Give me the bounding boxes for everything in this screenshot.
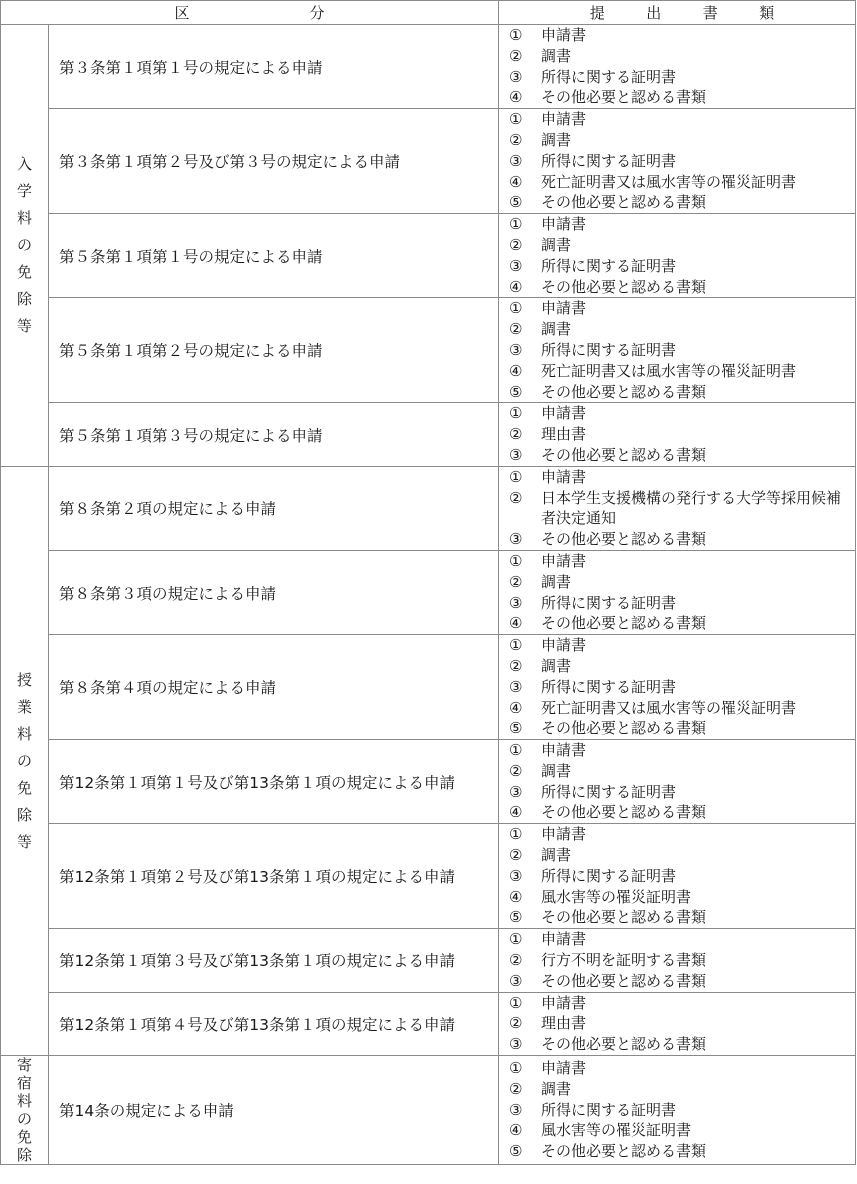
document-number: ② <box>509 951 523 970</box>
document-item <box>509 67 855 88</box>
document-name: 申請書 <box>541 741 587 760</box>
rule-cell: 第５条第１項第１号の規定による申請 <box>49 214 499 298</box>
document-item <box>509 593 855 614</box>
group-label-char: 除 <box>16 290 32 309</box>
document-item <box>509 551 855 572</box>
document-name: 申請書 <box>541 993 587 1012</box>
document-name: その他必要と認める書類 <box>541 1142 707 1161</box>
document-number: ③ <box>509 866 523 885</box>
documents-cell <box>499 214 856 298</box>
group-label-char: の <box>16 236 32 255</box>
document-name: 所得に関する証明書 <box>541 256 677 275</box>
document-number: ③ <box>509 256 523 275</box>
document-name: 所得に関する証明書 <box>541 782 677 801</box>
document-number: ⑤ <box>509 908 523 927</box>
documents-header-char: 類 <box>759 4 775 22</box>
document-name: その他必要と認める書類 <box>541 908 707 927</box>
document-item <box>509 319 855 340</box>
document-number: ① <box>509 993 523 1012</box>
document-number: ④ <box>509 361 523 380</box>
group-label <box>1 466 49 1055</box>
document-number: ② <box>509 846 523 865</box>
document-name: 申請書 <box>541 215 587 234</box>
document-number: ③ <box>509 340 523 359</box>
document-number: ④ <box>509 172 523 191</box>
document-number: ③ <box>509 67 523 86</box>
document-name: 申請書 <box>541 404 587 423</box>
document-number: ① <box>509 215 523 234</box>
group-label-char: 授 <box>16 670 32 689</box>
documents-cell <box>499 635 856 740</box>
document-number: ② <box>509 235 523 254</box>
document-name: 死亡証明書又は風水害等の罹災証明書 <box>541 698 797 717</box>
document-item <box>509 151 855 172</box>
documents-cell <box>499 298 856 403</box>
document-name: 所得に関する証明書 <box>541 866 677 885</box>
document-item <box>509 340 855 361</box>
document-item <box>509 1013 855 1034</box>
documents-header-char: 提 <box>589 4 605 22</box>
document-item <box>509 887 855 908</box>
document-number: ⑤ <box>509 719 523 738</box>
document-name: その他必要と認める書類 <box>541 88 707 107</box>
document-name: 日本学生支援機構の発行する大学等採用候補者決定通知 <box>541 488 842 528</box>
documents-cell <box>499 740 856 824</box>
document-number: ② <box>509 761 523 780</box>
documents-cell <box>499 824 856 929</box>
document-item <box>509 950 855 971</box>
rule-cell: 第５条第１項第２号の規定による申請 <box>49 298 499 403</box>
document-item <box>509 1100 855 1121</box>
document-number: ③ <box>509 782 523 801</box>
document-item <box>509 907 855 928</box>
document-number: ① <box>509 636 523 655</box>
document-name: 風水害等の罹災証明書 <box>541 887 692 906</box>
documents-cell <box>499 403 856 466</box>
document-number: ③ <box>509 151 523 170</box>
table-row <box>1 466 856 550</box>
document-number: ③ <box>509 971 523 990</box>
rule-cell: 第３条第１項第２号及び第３号の規定による申請 <box>49 109 499 214</box>
document-number: ① <box>509 825 523 844</box>
document-item <box>509 1120 855 1141</box>
table-header-row <box>1 1 856 25</box>
document-number: ② <box>509 425 523 444</box>
document-number: ① <box>509 299 523 318</box>
document-number: ④ <box>509 803 523 822</box>
document-item <box>509 529 855 550</box>
document-item <box>509 1058 855 1079</box>
document-item <box>509 87 855 108</box>
rule-cell: 第12条第１項第４号及び第13条第１項の規定による申請 <box>49 992 499 1055</box>
document-number: ② <box>509 130 523 149</box>
document-number: ② <box>509 1014 523 1033</box>
document-item <box>509 214 855 235</box>
document-item <box>509 613 855 634</box>
category-header <box>1 1 499 25</box>
document-item <box>509 740 855 761</box>
group-label-char: 免 <box>16 778 32 797</box>
group-label <box>1 1056 49 1165</box>
document-number: ② <box>509 488 523 507</box>
document-number: ② <box>509 656 523 675</box>
documents-header-char: 書 <box>702 4 718 22</box>
document-number: ④ <box>509 698 523 717</box>
document-item <box>509 572 855 593</box>
document-number: ⑤ <box>509 193 523 212</box>
documents-cell <box>499 550 856 634</box>
document-name: 調書 <box>541 235 572 254</box>
group-label-char: の <box>16 1110 32 1129</box>
rule-cell: 第８条第２項の規定による申請 <box>49 466 499 550</box>
group-label-char: 業 <box>16 697 32 716</box>
document-item <box>509 25 855 46</box>
document-number: ① <box>509 930 523 949</box>
table-row <box>1 214 856 298</box>
document-item <box>509 403 855 424</box>
document-item <box>509 929 855 950</box>
document-item <box>509 1034 855 1055</box>
table-row <box>1 635 856 740</box>
document-item <box>509 109 855 130</box>
document-name: 調書 <box>541 1079 572 1098</box>
document-number: ③ <box>509 593 523 612</box>
document-number: ① <box>509 467 523 486</box>
document-name: 風水害等の罹災証明書 <box>541 1121 692 1140</box>
document-number: ① <box>509 26 523 44</box>
document-name: 調書 <box>541 572 572 591</box>
document-item <box>509 677 855 698</box>
document-name: その他必要と認める書類 <box>541 193 707 212</box>
document-name: 申請書 <box>541 930 587 949</box>
group-label-char: 学 <box>16 182 32 201</box>
document-name: 調書 <box>541 656 572 675</box>
group-label <box>1 25 49 467</box>
document-item <box>509 1079 855 1100</box>
document-item <box>509 971 855 992</box>
table-row <box>1 109 856 214</box>
document-name: その他必要と認める書類 <box>541 277 707 296</box>
document-item <box>509 277 855 298</box>
document-number: ③ <box>509 1035 523 1054</box>
document-name: その他必要と認める書類 <box>541 971 707 990</box>
document-name: 所得に関する証明書 <box>541 151 677 170</box>
document-name: 調書 <box>541 846 572 865</box>
table-row <box>1 550 856 634</box>
table-row <box>1 824 856 929</box>
category-header-char: 区 <box>174 4 190 22</box>
document-item <box>509 718 855 739</box>
document-name: 所得に関する証明書 <box>541 593 677 612</box>
document-number: ① <box>509 404 523 423</box>
document-item <box>509 172 855 193</box>
document-item <box>509 866 855 887</box>
document-name: その他必要と認める書類 <box>541 719 707 738</box>
document-number: ④ <box>509 277 523 296</box>
document-item <box>509 298 855 319</box>
document-name: 行方不明を証明する書類 <box>541 951 707 970</box>
document-number: ① <box>509 741 523 760</box>
document-item <box>509 256 855 277</box>
group-label-char: 料 <box>16 724 32 743</box>
documents-header-char: 出 <box>646 4 662 22</box>
rule-cell: 第８条第３項の規定による申請 <box>49 550 499 634</box>
document-number: ⑤ <box>509 382 523 401</box>
document-item <box>509 361 855 382</box>
document-item <box>509 635 855 656</box>
document-number: ④ <box>509 1121 523 1140</box>
rule-cell: 第12条第１項第２号及び第13条第１項の規定による申請 <box>49 824 499 929</box>
document-item <box>509 761 855 782</box>
documents-cell <box>499 466 856 550</box>
document-item <box>509 46 855 67</box>
document-number: ② <box>509 572 523 591</box>
document-number: ② <box>509 1079 523 1098</box>
table-row <box>1 298 856 403</box>
document-item <box>509 782 855 803</box>
document-name: 申請書 <box>541 299 587 318</box>
table-row <box>1 992 856 1055</box>
document-name: 死亡証明書又は風水害等の罹災証明書 <box>541 172 797 191</box>
document-item <box>509 467 855 488</box>
document-item <box>509 192 855 213</box>
document-item <box>509 235 855 256</box>
document-name: 申請書 <box>541 636 587 655</box>
table-row <box>1 740 856 824</box>
document-name: 所得に関する証明書 <box>541 677 677 696</box>
group-label-char: 宿 <box>16 1074 32 1093</box>
document-item <box>509 130 855 151</box>
document-name: 申請書 <box>541 551 587 570</box>
document-name: 申請書 <box>541 467 587 486</box>
document-item <box>509 698 855 719</box>
table-row <box>1 1056 856 1165</box>
documents-cell <box>499 929 856 992</box>
documents-cell <box>499 992 856 1055</box>
rule-cell: 第12条第１項第３号及び第13条第１項の規定による申請 <box>49 929 499 992</box>
group-label-char: 除 <box>16 805 32 824</box>
table-row <box>1 25 856 109</box>
document-item <box>509 382 855 403</box>
document-name: 所得に関する証明書 <box>541 340 677 359</box>
document-item <box>509 824 855 845</box>
document-item <box>509 845 855 866</box>
document-name: 理由書 <box>541 1014 587 1033</box>
document-number: ② <box>509 320 523 339</box>
document-name: 申請書 <box>541 825 587 844</box>
document-name: 申請書 <box>541 26 587 44</box>
document-item <box>509 802 855 823</box>
document-number: ③ <box>509 1100 523 1119</box>
document-name: 申請書 <box>541 1059 587 1078</box>
rule-cell: 第８条第４項の規定による申請 <box>49 635 499 740</box>
group-label-char: の <box>16 751 32 770</box>
document-item <box>509 424 855 445</box>
rule-cell: 第12条第１項第１号及び第13条第１項の規定による申請 <box>49 740 499 824</box>
document-name: 申請書 <box>541 110 587 129</box>
group-label-char: 除 <box>16 1146 32 1165</box>
document-number: ④ <box>509 887 523 906</box>
document-number: ① <box>509 110 523 129</box>
document-name: 調書 <box>541 130 572 149</box>
document-number: ③ <box>509 530 523 549</box>
documents-cell <box>499 1056 856 1165</box>
document-name: その他必要と認める書類 <box>541 530 707 549</box>
document-item <box>509 656 855 677</box>
group-label-char: 免 <box>16 263 32 282</box>
document-name: 調書 <box>541 46 572 65</box>
document-number: ⑤ <box>509 1142 523 1161</box>
document-name: その他必要と認める書類 <box>541 382 707 401</box>
document-name: 調書 <box>541 761 572 780</box>
group-label-char: 寄 <box>16 1056 32 1075</box>
table-row <box>1 403 856 466</box>
document-name: 死亡証明書又は風水害等の罹災証明書 <box>541 361 797 380</box>
document-name: その他必要と認める書類 <box>541 803 707 822</box>
rule-cell: 第５条第１項第３号の規定による申請 <box>49 403 499 466</box>
document-number: ② <box>509 46 523 65</box>
document-number: ① <box>509 1059 523 1078</box>
document-name: その他必要と認める書類 <box>541 1035 707 1054</box>
group-label-char: 料 <box>16 209 32 228</box>
document-name: 理由書 <box>541 425 587 444</box>
documents-header <box>499 1 856 25</box>
document-name: 所得に関する証明書 <box>541 1100 677 1119</box>
group-label-char: 等 <box>16 317 32 336</box>
document-number: ④ <box>509 614 523 633</box>
document-item <box>509 993 855 1014</box>
document-name: 調書 <box>541 320 572 339</box>
group-label-char: 料 <box>16 1092 32 1111</box>
document-item <box>509 1141 855 1162</box>
document-name: その他必要と認める書類 <box>541 445 707 464</box>
document-number: ③ <box>509 445 523 464</box>
document-name: 所得に関する証明書 <box>541 67 677 86</box>
category-header-char: 分 <box>309 4 325 22</box>
group-label-char: 免 <box>16 1128 32 1147</box>
group-label-char: 入 <box>16 155 32 174</box>
document-number: ③ <box>509 677 523 696</box>
rule-cell: 第14条の規定による申請 <box>49 1056 499 1165</box>
document-name: その他必要と認める書類 <box>541 614 707 633</box>
document-item <box>509 445 855 466</box>
documents-cell <box>499 109 856 214</box>
table-row <box>1 929 856 992</box>
document-number: ① <box>509 551 523 570</box>
group-label-char: 等 <box>16 832 32 851</box>
rule-cell: 第３条第１項第１号の規定による申請 <box>49 25 499 109</box>
document-item <box>509 488 855 530</box>
documents-cell <box>499 25 856 109</box>
document-number: ④ <box>509 88 523 107</box>
